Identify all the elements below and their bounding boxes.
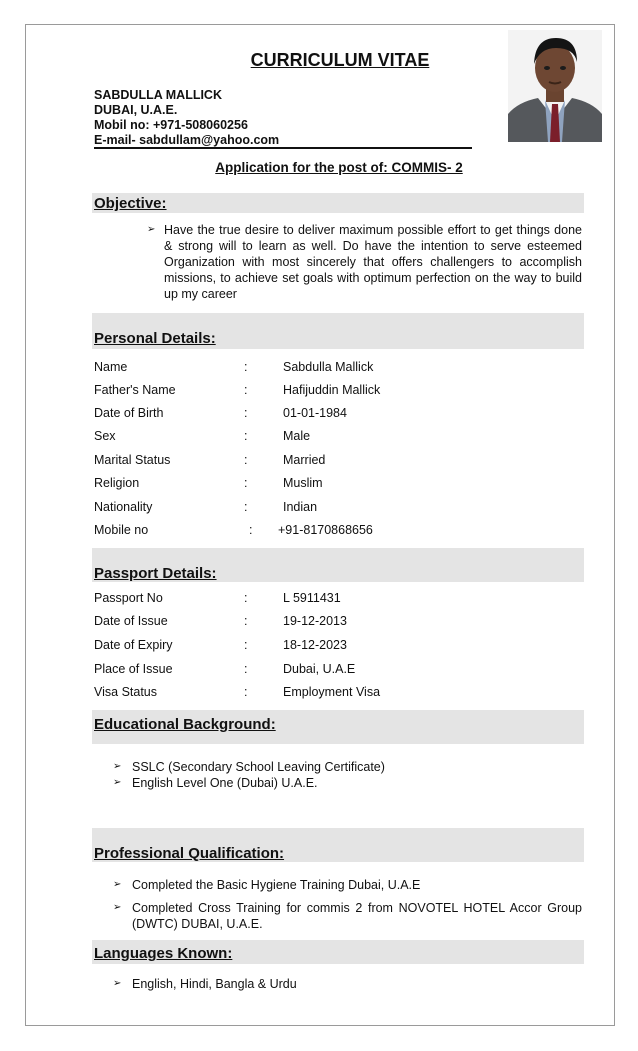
row-colon: : xyxy=(244,500,248,514)
passport-heading: Passport Details: xyxy=(94,565,217,582)
row-colon: : xyxy=(244,360,248,374)
row-label: Visa Status xyxy=(94,685,158,699)
education-heading: Educational Background: xyxy=(94,716,276,733)
row-value: Indian xyxy=(283,500,318,514)
professional-heading: Professional Qualification: xyxy=(94,845,285,862)
personal-row xyxy=(94,383,584,399)
row-label: Nationality xyxy=(94,500,153,514)
row-colon: : xyxy=(244,476,248,490)
education-bullet-icon: ➢ xyxy=(113,777,122,788)
row-value: 19-12-2013 xyxy=(283,614,347,628)
row-colon: : xyxy=(244,591,248,605)
row-value: Sabdulla Mallick xyxy=(283,360,374,374)
row-colon: : xyxy=(244,614,248,628)
row-value: Dubai, U.A.E xyxy=(283,662,356,676)
row-value: 18-12-2023 xyxy=(283,638,347,652)
candidate-location: DUBAI, U.A.E. xyxy=(94,103,178,117)
row-value: Hafijuddin Mallick xyxy=(283,383,381,397)
personal-row xyxy=(94,360,584,376)
row-label: Marital Status xyxy=(94,453,171,467)
personal-row xyxy=(94,500,584,516)
objective-bullet-icon: ➢ xyxy=(147,224,156,235)
row-label: Date of Issue xyxy=(94,614,168,628)
professional-bullet-icon: ➢ xyxy=(113,902,122,913)
education-item: SSLC (Secondary School Leaving Certificate) xyxy=(132,760,385,774)
row-value: Muslim xyxy=(283,476,323,490)
education-bullet-icon: ➢ xyxy=(113,761,122,772)
professional-item: Completed Cross Training for commis 2 from NOVOTEL HOTEL Accor Group (DWTC) DUBAI, U.A.E. xyxy=(132,901,582,931)
row-colon: : xyxy=(244,429,248,443)
row-label: Passport No xyxy=(94,591,163,605)
languages-bullet-icon: ➢ xyxy=(113,978,122,989)
row-label: Sex xyxy=(94,429,116,443)
professional-bullet-icon: ➢ xyxy=(113,879,122,890)
row-label: Religion xyxy=(94,476,140,490)
professional-item: Completed the Basic Hygiene Training Dubai, U.A.E xyxy=(132,878,421,892)
row-label: Date of Birth xyxy=(94,406,164,420)
passport-row xyxy=(94,685,584,701)
candidate-mobile: Mobil no: +971-508060256 xyxy=(94,118,248,132)
row-colon: : xyxy=(244,383,248,397)
row-label: Father's Name xyxy=(94,383,176,397)
row-colon: : xyxy=(244,453,248,467)
row-label: Date of Expiry xyxy=(94,638,173,652)
row-colon: : xyxy=(244,406,248,420)
row-colon: : xyxy=(249,523,253,537)
row-label: Place of Issue xyxy=(94,662,173,676)
row-colon: : xyxy=(244,662,248,676)
application-post: Application for the post of: COMMIS- 2 xyxy=(215,160,463,175)
candidate-email: E-mail- sabdullam@yahoo.com xyxy=(94,133,280,147)
row-value: 01-01-1984 xyxy=(283,406,347,420)
education-item: English Level One (Dubai) U.A.E. xyxy=(132,776,318,790)
personal-row xyxy=(94,406,584,422)
objective-text: Have the true desire to deliver maximum possible effort to get things done & strong will to learn as well. Do have the intention to serve esteemed Organization with most sincerely that offers challengers to accomplish missions, to achieve set goals with optimum perfection on the way to build up my career xyxy=(164,223,582,301)
personal-row xyxy=(94,453,584,469)
row-value: Employment Visa xyxy=(283,685,381,699)
personal-heading: Personal Details: xyxy=(94,330,216,347)
row-colon: : xyxy=(244,638,248,652)
row-label: Mobile no xyxy=(94,523,149,537)
row-label: Name xyxy=(94,360,128,374)
row-value: +91-8170868656 xyxy=(278,523,373,537)
passport-row xyxy=(94,591,584,607)
row-value: L 5911431 xyxy=(283,591,341,605)
passport-row xyxy=(94,662,584,678)
candidate-name: SABDULLA MALLICK xyxy=(94,88,222,102)
passport-row xyxy=(94,614,584,630)
personal-row xyxy=(94,523,584,539)
languages-item: English, Hindi, Bangla & Urdu xyxy=(132,977,297,991)
passport-row xyxy=(94,638,584,654)
page-title: CURRICULUM VITAE xyxy=(250,50,430,70)
row-value: Male xyxy=(283,429,311,443)
personal-row xyxy=(94,476,584,492)
objective-heading: Objective: xyxy=(94,195,167,212)
row-value: Married xyxy=(283,453,326,467)
personal-row xyxy=(94,429,584,445)
header-divider xyxy=(94,147,472,149)
profile-photo xyxy=(508,30,602,142)
languages-heading: Languages Known: xyxy=(94,945,233,962)
row-colon: : xyxy=(244,685,248,699)
